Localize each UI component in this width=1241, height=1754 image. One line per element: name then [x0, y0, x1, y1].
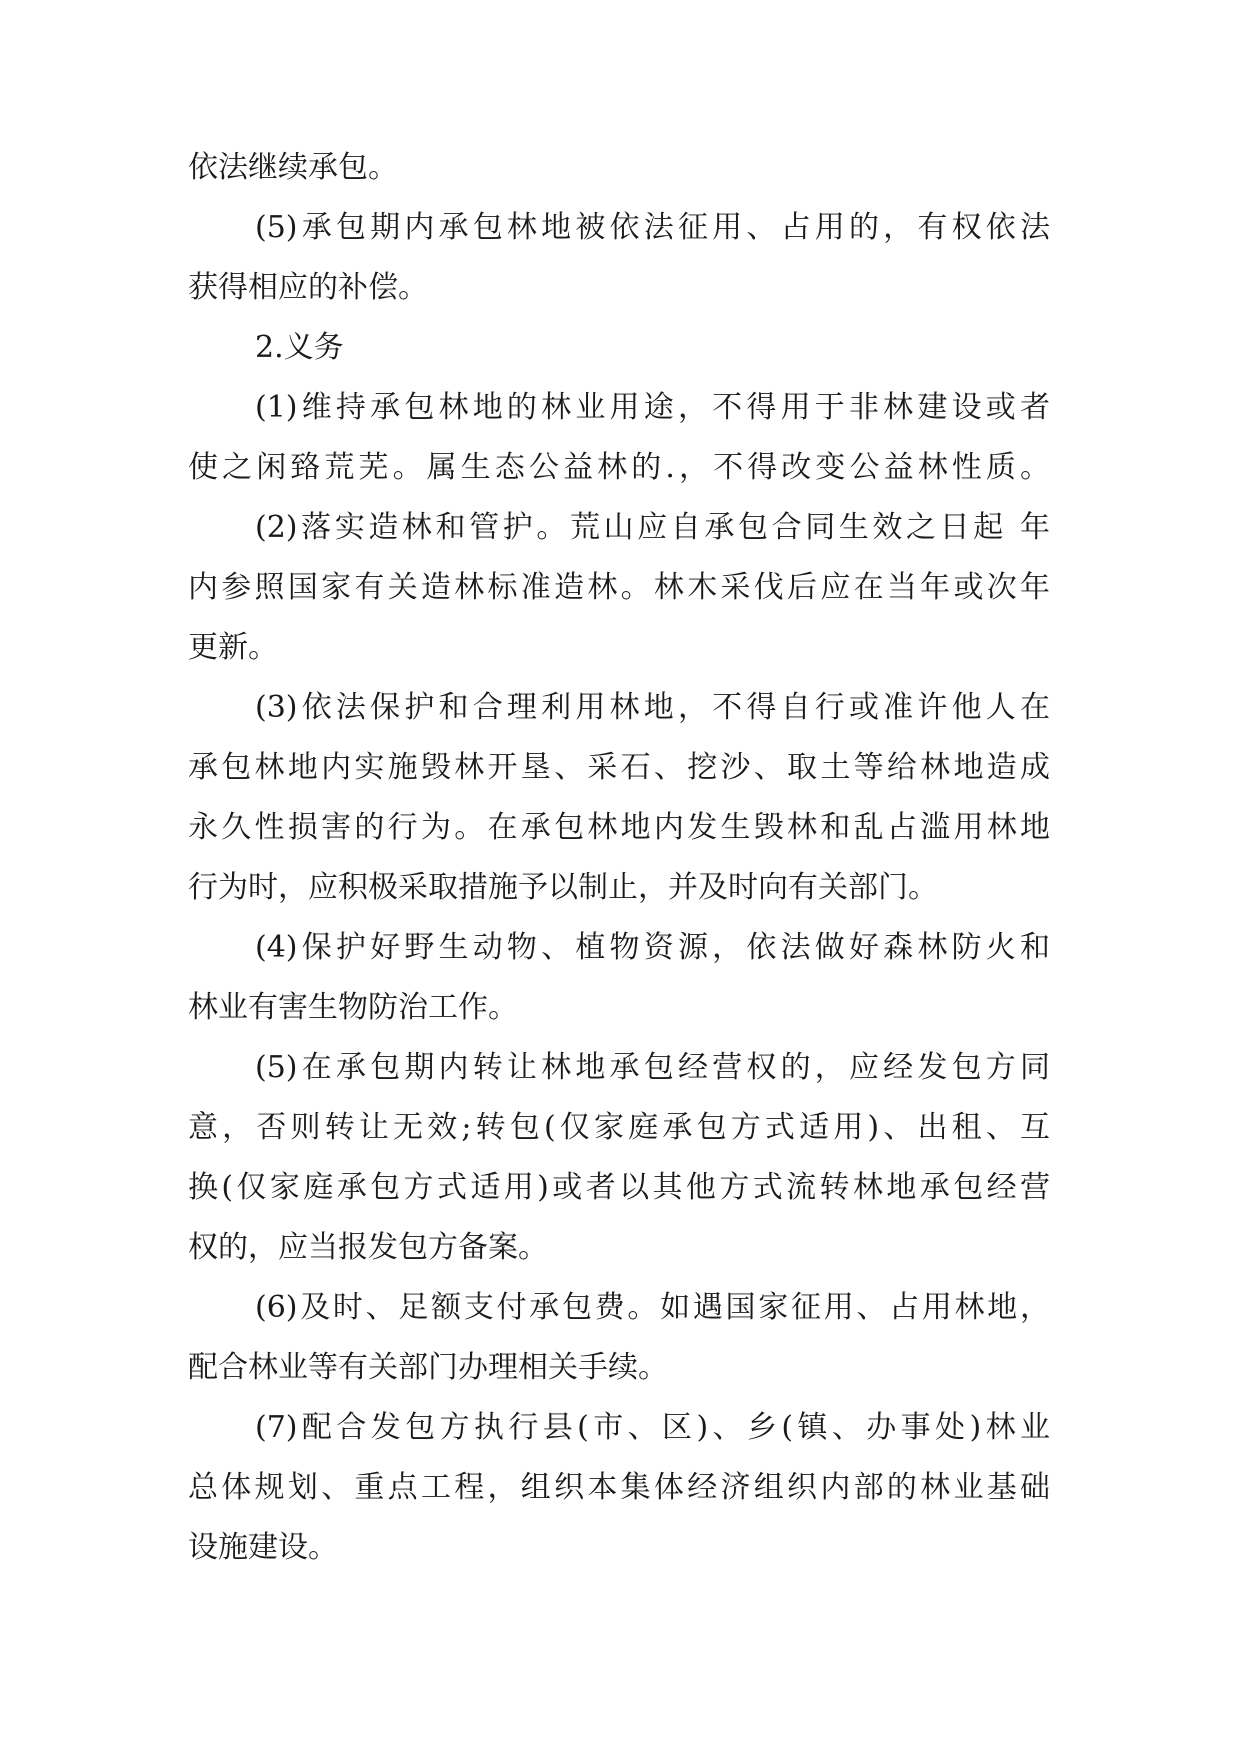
- paragraph-first-line: (2)落实造林和管护。荒山应自承包合同生效之日起 年: [255, 510, 1050, 545]
- paragraph-first-line: (1)维持承包林地的林业用途，不得用于非林建设或者: [255, 390, 1050, 425]
- text-line: 行为时，应积极采取措施予以制止，并及时向有关部门。: [188, 870, 938, 905]
- text-line: 配合林业等有关部门办理相关手续。: [188, 1350, 668, 1385]
- section-heading: 2.义务: [255, 330, 344, 365]
- text-line: 承包林地内实施毁林开垦、采石、挖沙、取土等给林地造成: [188, 750, 1050, 785]
- text-line: 获得相应的补偿。: [188, 270, 428, 305]
- text-line: 换(仅家庭承包方式适用)或者以其他方式流转林地承包经营: [188, 1170, 1050, 1205]
- text-line: 使之闲臵荒芜。属生态公益林的.，不得改变公益林性质。: [188, 450, 1050, 485]
- paragraph-first-line: (7)配合发包方执行县(市、区)、乡(镇、办事处)林业: [255, 1410, 1050, 1445]
- paragraph-first-line: (4)保护好野生动物、植物资源，依法做好森林防火和: [255, 930, 1050, 965]
- text-line: 永久性损害的行为。在承包林地内发生毁林和乱占滥用林地: [188, 810, 1050, 845]
- text-line: 设施建设。: [188, 1530, 338, 1565]
- text-line: 权的，应当报发包方备案。: [188, 1230, 548, 1265]
- text-line: 依法继续承包。: [188, 150, 398, 185]
- text-line: 意，否则转让无效;转包(仅家庭承包方式适用)、出租、互: [188, 1110, 1050, 1145]
- text-line: 内参照国家有关造林标准造林。林木采伐后应在当年或次年: [188, 570, 1050, 605]
- text-line: 更新。: [188, 630, 278, 665]
- text-line: 林业有害生物防治工作。: [188, 990, 518, 1025]
- paragraph-first-line: (6)及时、足额支付承包费。如遇国家征用、占用林地，: [255, 1290, 1050, 1325]
- paragraph-first-line: (5)在承包期内转让林地承包经营权的，应经发包方同: [255, 1050, 1050, 1085]
- text-line: 总体规划、重点工程，组织本集体经济组织内部的林业基础: [188, 1470, 1050, 1505]
- paragraph-first-line: (5)承包期内承包林地被依法征用、占用的，有权依法: [255, 210, 1050, 245]
- paragraph-first-line: (3)依法保护和合理利用林地，不得自行或准许他人在: [255, 690, 1050, 725]
